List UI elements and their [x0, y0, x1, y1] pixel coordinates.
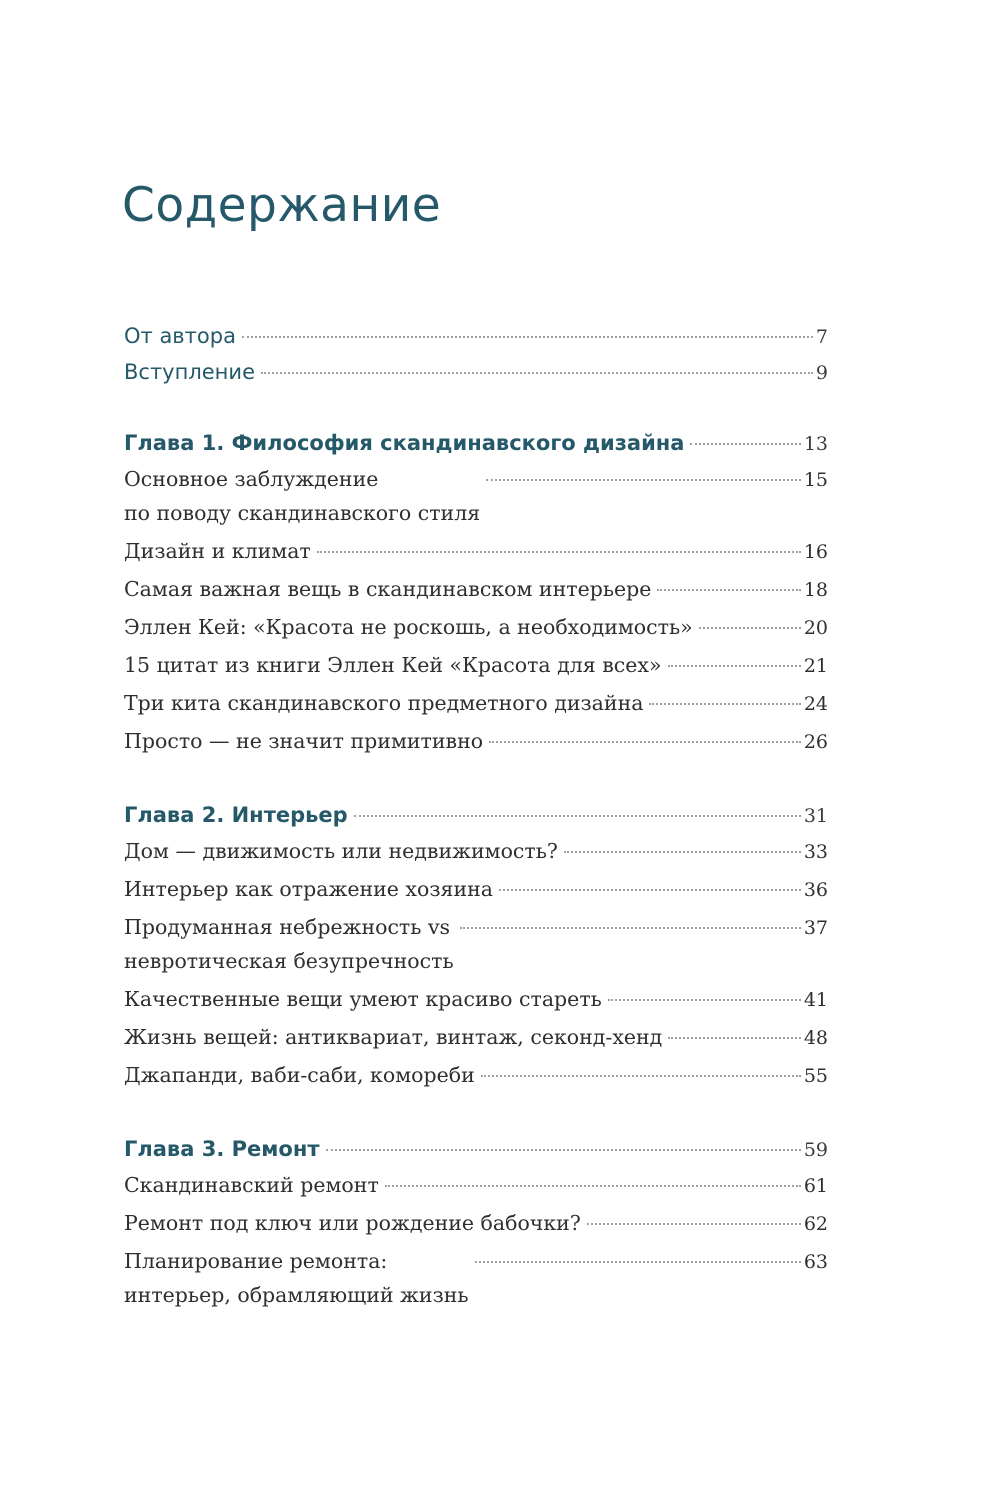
dot-leader: [261, 372, 813, 374]
toc-page-number: 59: [803, 1139, 828, 1161]
toc-section[interactable]: [124, 1206, 828, 1244]
toc-page-number: 33: [803, 841, 828, 863]
dot-leader: [668, 1037, 801, 1039]
toc-section-title: Дом — движимость или недвижимость?: [124, 839, 558, 863]
dot-leader: [564, 851, 801, 853]
toc-section[interactable]: [124, 834, 828, 872]
toc-page-number: 55: [803, 1065, 828, 1087]
toc-section[interactable]: [124, 534, 828, 572]
toc-section-title: Три кита скандинавского предметного дизайна: [124, 691, 644, 715]
toc-page-number: 20: [803, 617, 828, 639]
toc-entry-from-author[interactable]: [124, 318, 828, 354]
toc-section[interactable]: [124, 724, 828, 762]
toc-page-number: 21: [803, 655, 828, 677]
dot-leader: [317, 551, 801, 553]
toc-section[interactable]: [124, 910, 828, 982]
dot-leader: [326, 1149, 801, 1151]
toc-entry-title: От автора: [124, 324, 236, 348]
toc-section[interactable]: [124, 1168, 828, 1206]
toc-chapter-title: Глава 3. Ремонт: [124, 1137, 320, 1161]
toc-chapter-title: Глава 2. Интерьер: [124, 803, 348, 827]
toc-section[interactable]: [124, 462, 828, 534]
toc-entry-title: Вступление: [124, 360, 255, 384]
toc-section-title: Основное заблуждение по поводу скандинавского стиля: [124, 467, 481, 525]
toc-section[interactable]: [124, 1244, 828, 1316]
toc-page-number: 36: [803, 879, 828, 901]
toc-section[interactable]: [124, 872, 828, 910]
dot-leader: [460, 927, 801, 929]
toc-section-title: Продуманная небрежность vs невротическая безупречность: [124, 915, 454, 973]
dot-leader: [486, 479, 801, 481]
dot-leader: [668, 665, 801, 667]
dot-leader: [499, 889, 801, 891]
toc-chapter-3[interactable]: [124, 1131, 828, 1168]
toc-entry-introduction[interactable]: [124, 354, 828, 390]
toc-section-title: Джапанди, ваби-саби, комореби: [124, 1063, 475, 1087]
dot-leader: [385, 1185, 801, 1187]
toc-section[interactable]: [124, 1058, 828, 1096]
toc-chapter-title: Глава 1. Философия скандинавского дизайна: [124, 431, 685, 455]
dot-leader: [587, 1223, 801, 1225]
toc-section[interactable]: [124, 1020, 828, 1058]
dot-leader: [242, 336, 813, 338]
toc-section[interactable]: [124, 648, 828, 686]
toc-section[interactable]: [124, 686, 828, 724]
toc-section-title: Интерьер как отражение хозяина: [124, 877, 493, 901]
dot-leader: [608, 999, 801, 1001]
dot-leader: [489, 741, 801, 743]
toc-page-number: 13: [803, 433, 828, 455]
dot-leader: [690, 443, 800, 445]
toc-section-title: Жизнь вещей: антиквариат, винтаж, секонд-хенд: [124, 1025, 663, 1049]
toc-section[interactable]: [124, 982, 828, 1020]
toc-page-number: 31: [803, 805, 828, 827]
toc-page-number: 9: [815, 362, 828, 384]
page-title: Содержание: [122, 178, 442, 233]
toc-page-number: 18: [803, 579, 828, 601]
table-of-contents: [124, 318, 828, 1316]
toc-page-number: 16: [803, 541, 828, 563]
toc-section-title: Просто — не значит примитивно: [124, 729, 484, 753]
toc-page-number: 37: [803, 917, 828, 939]
toc-page-number: 15: [803, 469, 828, 491]
toc-section-title: 15 цитат из книги Эллен Кей «Красота для всех»: [124, 653, 662, 677]
toc-page-number: 24: [803, 693, 828, 715]
dot-leader: [699, 627, 801, 629]
toc-page-number: 41: [803, 989, 828, 1011]
toc-page-number: 26: [803, 731, 828, 753]
toc-section-title: Скандинавский ремонт: [124, 1173, 379, 1197]
toc-section-title: Эллен Кей: «Красота не роскошь, а необходимость»: [124, 615, 693, 639]
toc-page-number: 48: [803, 1027, 828, 1049]
dot-leader: [481, 1075, 801, 1077]
toc-section[interactable]: [124, 572, 828, 610]
toc-section-title: Качественные вещи умеют красиво стареть: [124, 987, 602, 1011]
toc-section-title: Планирование ремонта: интерьер, обрамляющий жизнь: [124, 1249, 469, 1307]
dot-leader: [354, 815, 801, 817]
dot-leader: [475, 1261, 801, 1263]
toc-section[interactable]: [124, 610, 828, 648]
toc-section-title: Самая важная вещь в скандинавском интерьере: [124, 577, 652, 601]
toc-chapter-1[interactable]: [124, 425, 828, 462]
toc-page-number: 61: [803, 1175, 828, 1197]
toc-chapter-2[interactable]: [124, 797, 828, 834]
dot-leader: [649, 703, 800, 705]
toc-page-number: 7: [815, 326, 828, 348]
toc-section-title: Ремонт под ключ или рождение бабочки?: [124, 1211, 581, 1235]
toc-page-number: 63: [803, 1251, 828, 1273]
toc-section-title: Дизайн и климат: [124, 539, 311, 563]
toc-page-number: 62: [803, 1213, 828, 1235]
dot-leader: [657, 589, 800, 591]
